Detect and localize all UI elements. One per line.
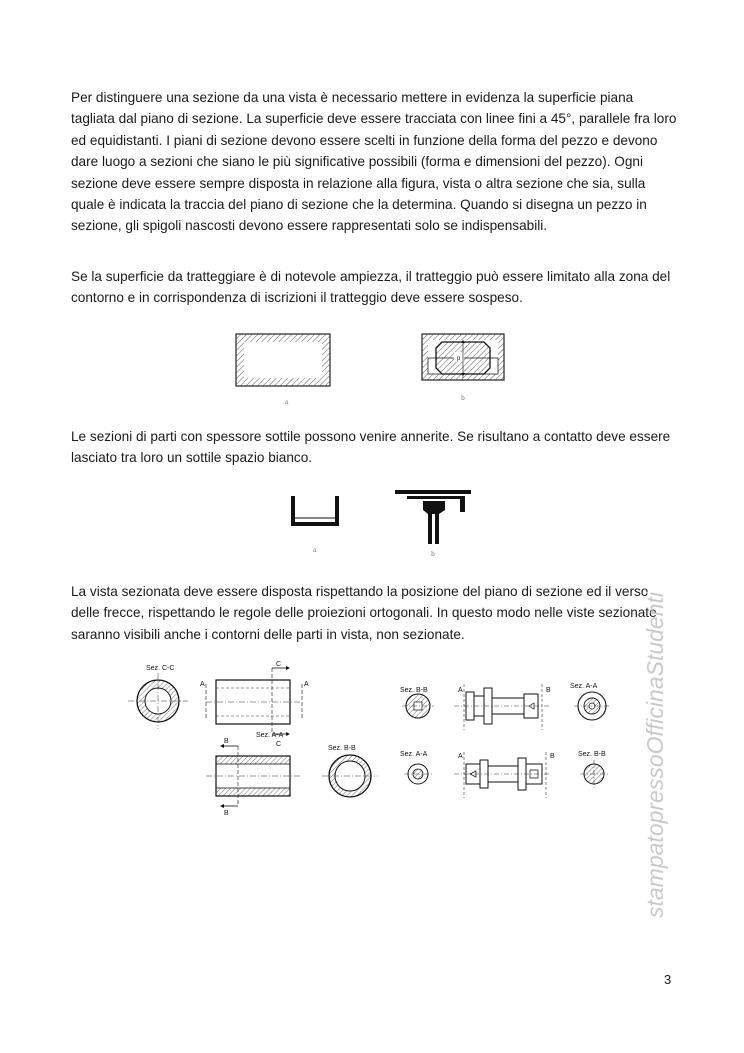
- thin-tee-section: [395, 490, 471, 544]
- shaft-view-top: [454, 684, 550, 730]
- figure-caption-b: b: [461, 395, 465, 402]
- label-c-bottom: C: [276, 741, 282, 748]
- figure-caption-b-2: b: [431, 551, 435, 558]
- paragraph-sections-intro: Per distinguere una sezione da una vista è necessario mettere in evidenza la superficie piana tagliata dal piano di sezione. La superficie deve essere tracciata con linee fini a 45°, parallele fra loro ed equidistanti. I piani di sezione devono essere scelti in funzione della forma del pezzo e devono dare luogo a sezioni che siano le più significative possibili (forma e dimensioni del pezzo). Ogni sezione deve essere sempre disposta in relazione alla figura, vista o altra sezione che sia, sulla quale è indicata la traccia del piano di sezione che la determina. Quando si disegna un pezzo in sezione, gli spigoli nascosti devono essere rappresentati solo se indispensabili.: [71, 90, 677, 234]
- label-sez-aa-2: Sez. A-A: [570, 683, 598, 690]
- hatched-rectangle-a: [236, 334, 330, 386]
- label-sez-bb-3: Sez. B-B: [578, 751, 606, 758]
- page-number: 3: [664, 972, 672, 987]
- label-b-top: B: [224, 738, 229, 745]
- label-sez-aa: Sez. A-A: [256, 732, 284, 739]
- section-aa-2-circle: [574, 692, 610, 720]
- figure-caption-a: a: [285, 399, 289, 406]
- label-b-bottom: B: [224, 810, 229, 817]
- figure-section-views: [118, 658, 618, 818]
- label-c-top: C: [276, 661, 282, 668]
- label-sez-bb: Sez. B-B: [328, 745, 356, 752]
- label-b-shaft-bottom: B: [550, 753, 555, 760]
- label-sez-cc: Sez. C-C: [146, 665, 175, 672]
- section-aa-3-circle: [404, 764, 432, 784]
- label-sez-bb-2: Sez. B-B: [400, 687, 428, 694]
- hatched-part-b: [422, 334, 504, 380]
- section-cc-ring: [128, 673, 188, 729]
- label-a-shaft-top: A: [458, 687, 463, 694]
- shaft-view-bottom: [454, 752, 550, 798]
- section-bb-ring: [322, 755, 378, 797]
- section-aa-sleeve: [206, 744, 302, 808]
- watermark-text: stampatopressoOfficinaStudenti: [642, 591, 668, 918]
- section-bb-2-circle: [402, 694, 434, 718]
- figure-blackened-sections: [285, 488, 485, 560]
- label-a-right: A: [304, 681, 309, 688]
- label-sez-aa-3: Sez. A-A: [400, 751, 428, 758]
- label-p: p: [457, 356, 461, 362]
- section-bb-3-circle: [580, 760, 608, 788]
- label-a-shaft-bottom: A: [458, 753, 463, 760]
- view-with-cc-plane: [206, 666, 302, 736]
- figure-contour-hatching: [230, 328, 520, 410]
- label-a-left: A: [200, 681, 205, 688]
- paragraph-section-views: La vista sezionata deve essere disposta rispettando la posizione del piano di sezione ed il verso delle frecce, rispettando le regole delle proiezioni ortogonali. In questo modo nelle viste sezionate saranno visibili anche i contorni delle parti in vista, non sezionate.: [71, 584, 657, 642]
- watermark: [640, 540, 670, 920]
- figure-caption-a-2: a: [313, 547, 317, 554]
- thin-channel-section: [291, 496, 339, 526]
- paragraph-thin-parts: Le sezioni di parti con spessore sottile possono venire annerite. Se risultano a contatto deve essere lasciato tra loro un sottile spazio bianco.: [71, 429, 671, 466]
- label-b-shaft-top: B: [546, 687, 551, 694]
- paragraph-large-surfaces: Se la superficie da tratteggiare è di notevole ampiezza, il tratteggio può essere limitato alla zona del contorno e in corrispondenza di iscrizioni il tratteggio deve essere sospeso.: [71, 269, 671, 306]
